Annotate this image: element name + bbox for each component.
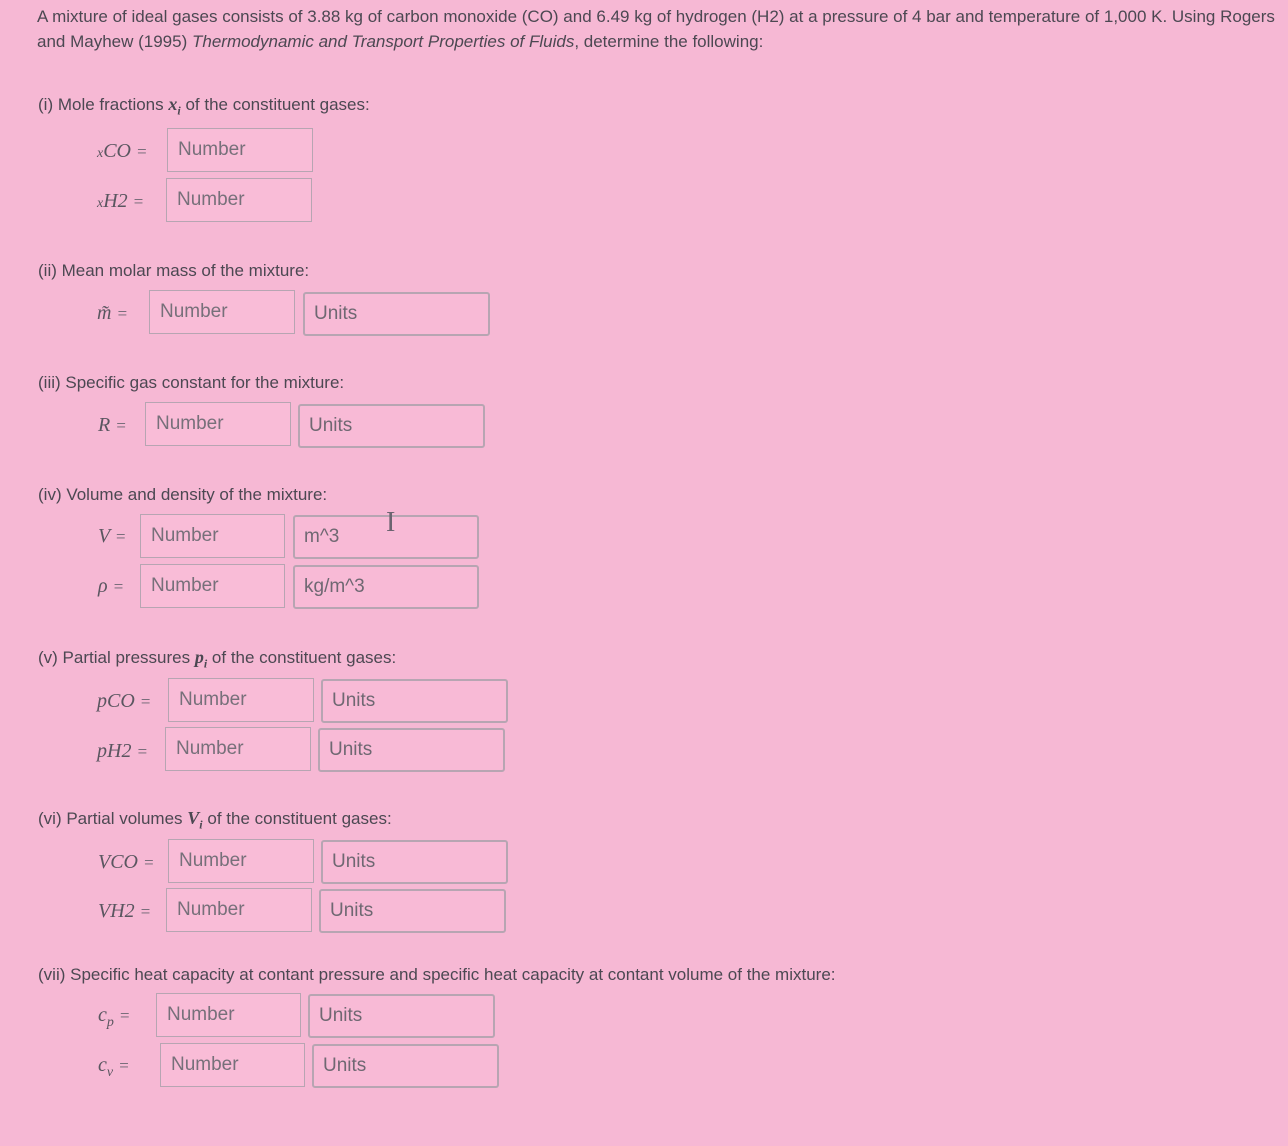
section-partial-volumes: (vi) Partial volumes $V_i$ of the constituent gases: <box>38 808 392 832</box>
section-partial-pressures: (v) Partial pressures $p_i$ of the constituent gases: <box>38 647 397 671</box>
input-r-units[interactable]: Units <box>298 404 485 448</box>
input-cv-number[interactable]: Number <box>160 1043 305 1087</box>
input-p-co-units[interactable]: Units <box>321 679 508 723</box>
input-cp-number[interactable]: Number <box>156 993 301 1037</box>
section-gas-constant: (iii) Specific gas constant for the mixture: <box>38 373 345 392</box>
problem-statement <box>37 4 1277 54</box>
input-v-co-number[interactable]: Number <box>168 839 314 883</box>
label-m: m̃ = <box>97 302 128 324</box>
section-mean-molar-mass: (ii) Mean molar mass of the mixture: <box>38 261 310 280</box>
input-v-co-units[interactable]: Units <box>321 840 508 884</box>
input-p-h2-units[interactable]: Units <box>318 728 505 772</box>
label-r: R = <box>98 414 127 436</box>
input-v-number[interactable]: Number <box>140 514 285 558</box>
input-rho-number[interactable]: Number <box>140 564 285 608</box>
label-v: V = <box>98 525 127 547</box>
section-specific-heat: (vii) Specific heat capacity at contant pressure and specific heat capacity at contant volume of the mixture: <box>38 965 836 984</box>
label-v-co: VCO = <box>98 851 155 873</box>
label-v-h2: VH2 = <box>98 900 152 922</box>
input-v-h2-number[interactable]: Number <box>166 888 312 932</box>
input-v-units[interactable]: m^3 <box>293 515 479 559</box>
input-cv-units[interactable]: Units <box>312 1044 499 1088</box>
book-title: Thermodynamic and Transport Properties of Fluids <box>191 32 575 51</box>
input-p-h2-number[interactable]: Number <box>165 727 311 771</box>
label-cv: $c_v$ = <box>98 1054 130 1080</box>
intro-text: A mixture of ideal gases consists of 3.88 kg of carbon monoxide (CO) and 6.49 kg of hydrogen (H2) at a pressure of 4 bar and temperature of 1,000 K. Using Rogers and Mayhew (1995) <box>37 7 1275 51</box>
label-cp: $c_p$ = <box>98 1004 131 1030</box>
label-x-co: xCO = <box>97 140 148 162</box>
label-p-co: pCO = <box>97 690 152 712</box>
input-r-number[interactable]: Number <box>145 402 291 446</box>
input-m-units[interactable]: Units <box>303 292 490 336</box>
input-p-co-number[interactable]: Number <box>168 678 314 722</box>
input-m-number[interactable]: Number <box>149 290 295 334</box>
intro-text-end: , determine the following: <box>574 32 764 51</box>
input-rho-units[interactable]: kg/m^3 <box>293 565 479 609</box>
input-v-h2-units[interactable]: Units <box>319 889 506 933</box>
input-cp-units[interactable]: Units <box>308 994 495 1038</box>
input-x-h2[interactable]: Number <box>166 178 312 222</box>
input-x-co[interactable]: Number <box>167 128 313 172</box>
label-x-h2: xH2 = <box>97 190 145 212</box>
text-cursor-icon: I <box>386 507 396 538</box>
label-p-h2: pH2 = <box>97 740 148 762</box>
section-volume-density: (iv) Volume and density of the mixture: <box>38 485 328 504</box>
section-mole-fractions: (i) Mole fractions $x_i$ of the constituent gases: <box>38 94 370 118</box>
label-rho: ρ = <box>98 575 125 597</box>
